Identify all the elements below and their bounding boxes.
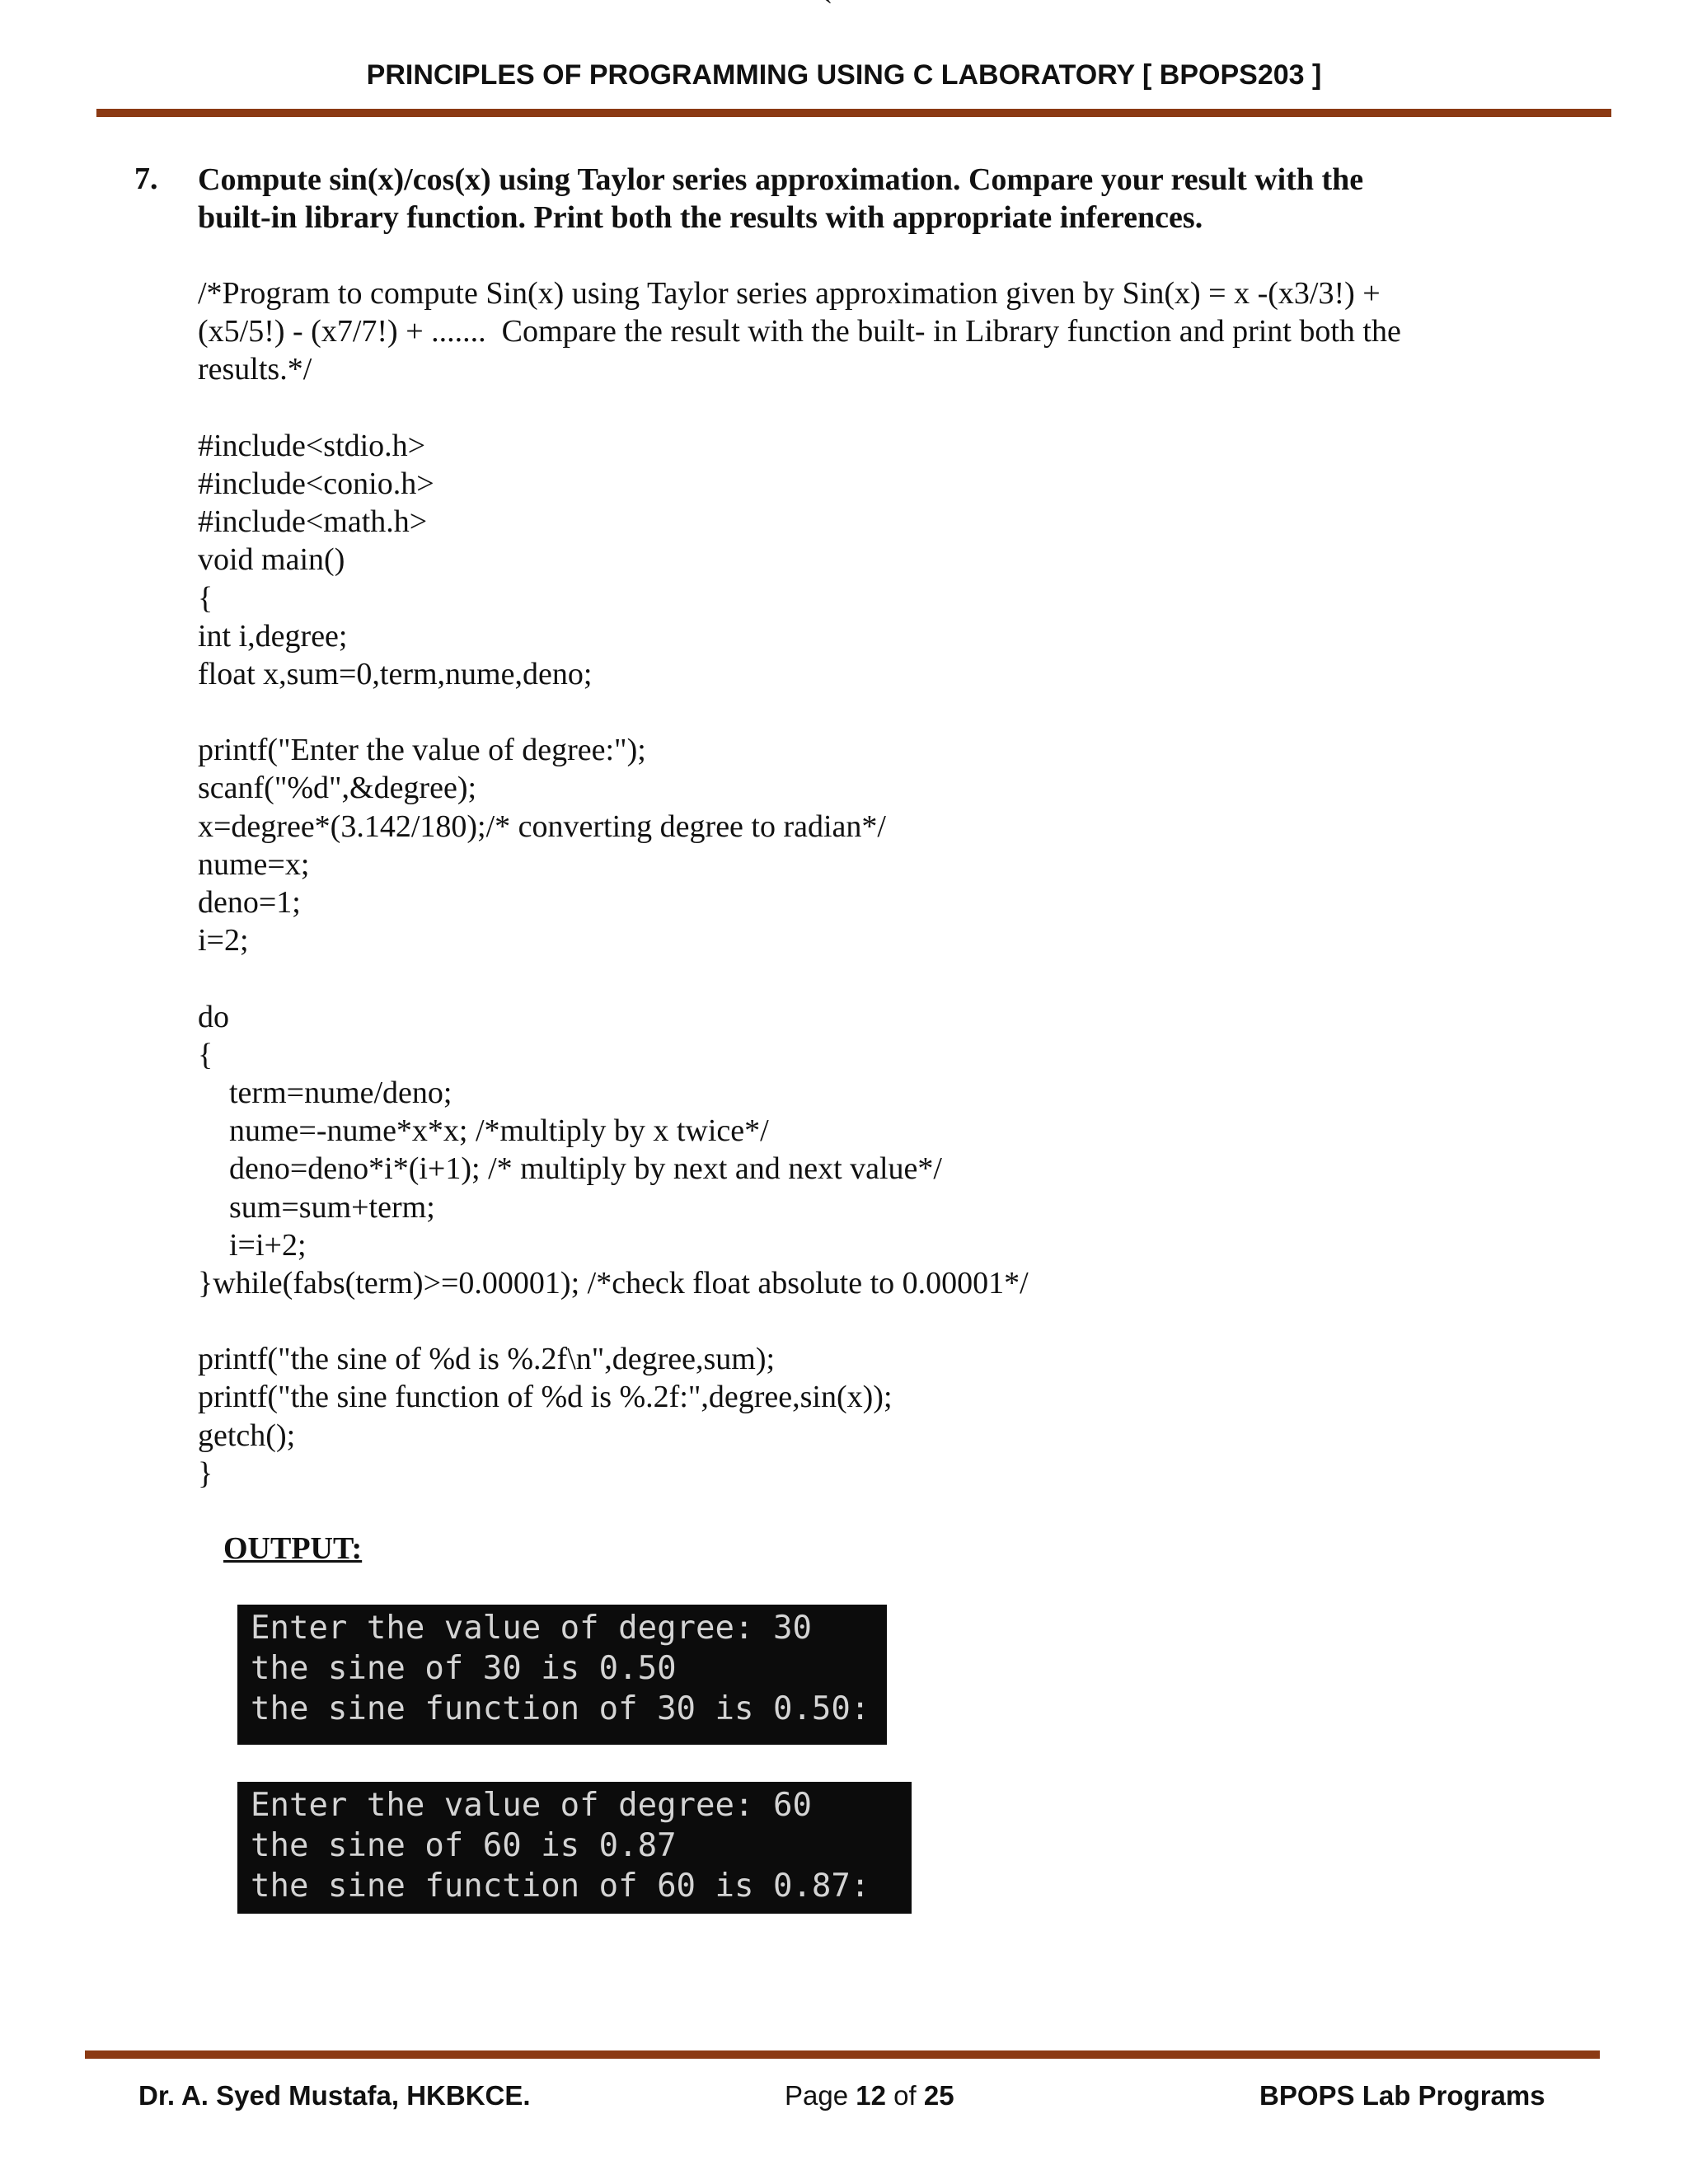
console-line: Enter the value of degree: 30 [251,1610,812,1647]
code-line: void main() [198,542,345,578]
console-line: Enter the value of degree: 60 [251,1787,812,1824]
question-line: built-in library function. Print both the results with appropriate inferences. [198,200,1203,235]
page-prefix: Page [785,2080,849,2111]
console-line: the sine function of 60 is 0.87: [251,1868,870,1905]
code-line: int i,degree; [198,618,348,654]
code-line: #include<conio.h> [198,466,434,501]
footer-page-number [785,2080,954,2111]
code-line: { [198,580,213,616]
code-line: /*Program to compute Sin(x) using Taylor series approximation given by Sin(x) = x -(x3/3!) + [198,276,1381,311]
code-line [198,693,1401,731]
code-line: #include<math.h> [198,504,428,540]
code-line: results.*/ [198,352,312,387]
footer-doc-name: BPOPS Lab Programs [1259,2080,1545,2111]
code-line: scanf("%d",&degree); [198,771,477,806]
question-number: 7. [134,162,158,196]
code-line: } [198,1455,213,1491]
console-output-1 [237,1605,887,1745]
page-of: of [893,2080,917,2111]
code-line: nume=-nume*x*x; /*multiply by x twice*/ [198,1113,769,1149]
footer-author: Dr. A. Syed Mustafa, HKBKCE. [138,2080,531,2111]
code-line: #include<stdio.h> [198,428,426,463]
code-line: deno=deno*i*(i+1); /* multiply by next and next value*/ [198,1151,942,1187]
code-line: sum=sum+term; [198,1189,435,1225]
code-line: i=2; [198,923,249,958]
program-code [198,274,1401,1493]
code-line [198,389,1401,427]
page-header-title: PRINCIPLES OF PROGRAMMING USING C LABORATORY [ BPOPS203 ] [366,59,1322,91]
code-line [198,1302,1401,1340]
question-line: Compute sin(x)/cos(x) using Taylor series approximation. Compare your result with the [198,162,1364,197]
code-line: (x5/5!) - (x7/7!) + ....... Compare the result with the built- in Library function and print both the [198,314,1401,349]
code-line: float x,sum=0,term,nume,deno; [198,656,593,691]
code-line: x=degree*(3.142/180);/* converting degree to radian*/ [198,808,886,844]
header-rule [96,109,1611,117]
code-line [198,959,1401,997]
code-line: do [198,999,229,1034]
console-output-2 [237,1782,912,1914]
page-current: 12 [856,2080,886,2111]
output-heading: OUTPUT: [223,1531,363,1566]
code-line: i=i+2; [198,1227,307,1263]
console-line: the sine of 30 is 0.50 [251,1650,677,1687]
console-line: the sine of 60 is 0.87 [251,1827,677,1864]
code-line: { [198,1037,213,1072]
top-mark: ` [824,0,832,22]
code-line: }while(fabs(term)>=0.00001); /*check float absolute to 0.00001*/ [198,1265,1029,1301]
code-line: term=nume/deno; [198,1075,452,1110]
code-line: printf("the sine function of %d is %.2f:",degree,sin(x)); [198,1380,893,1415]
page-total: 25 [923,2080,954,2111]
console-line: the sine function of 30 is 0.50: [251,1690,870,1727]
code-line: deno=1; [198,885,301,920]
question-text [198,161,1533,237]
footer-rule [85,2050,1600,2059]
code-line: printf("Enter the value of degree:"); [198,733,646,768]
code-line: nume=x; [198,846,310,882]
code-line: printf("the sine of %d is %.2f\n",degree,sum); [198,1342,776,1377]
code-line: getch(); [198,1418,296,1453]
